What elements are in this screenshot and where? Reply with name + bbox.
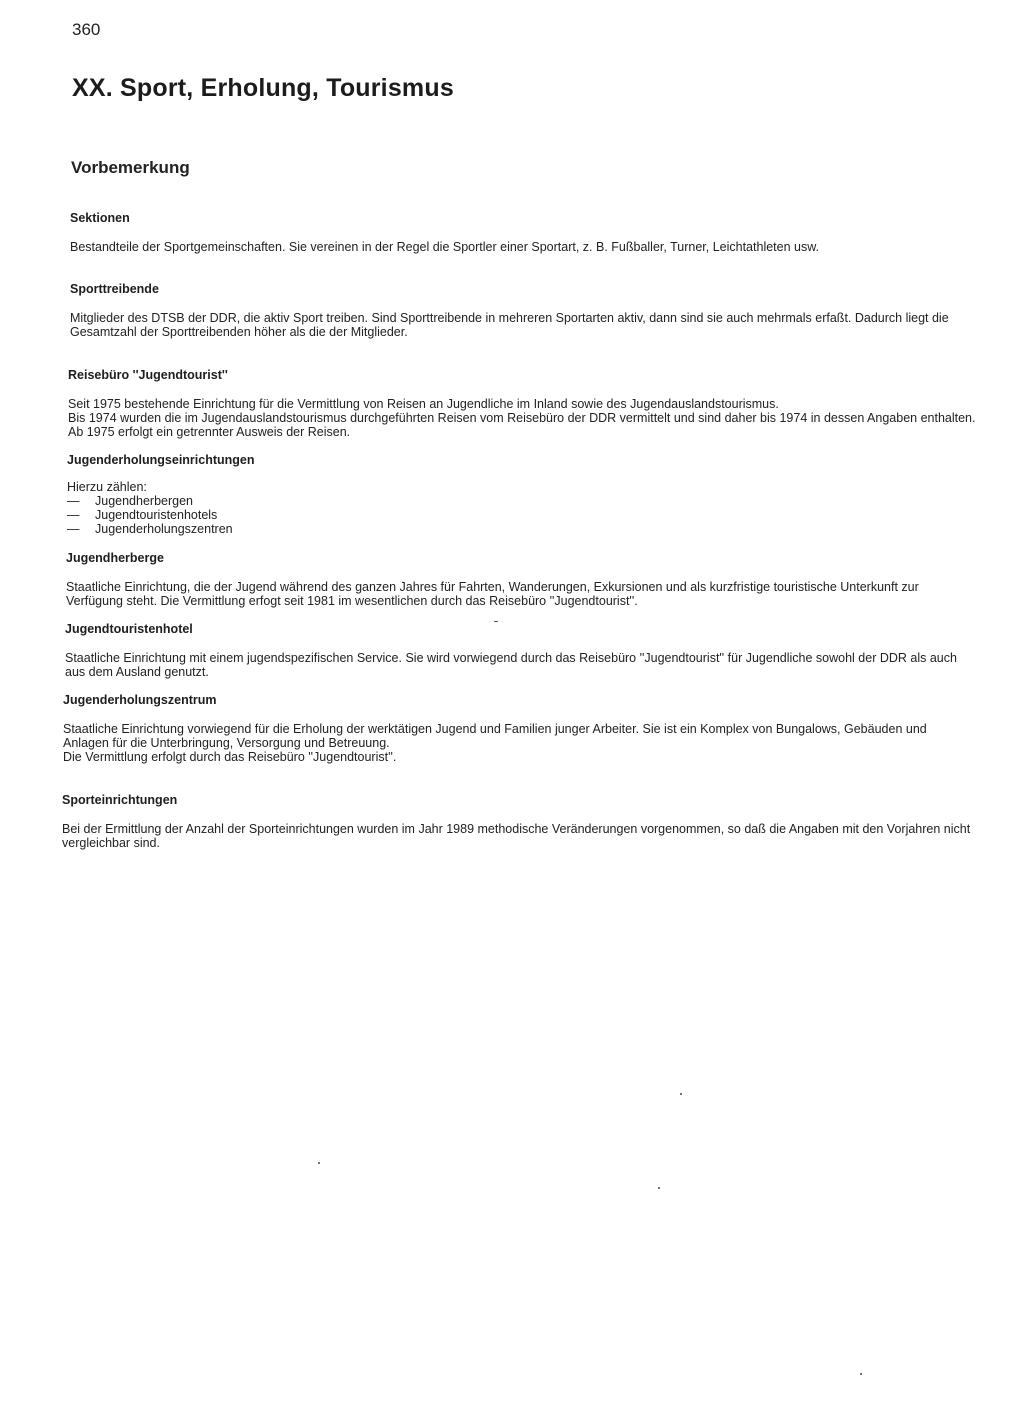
section-jugendherberge xyxy=(66,551,978,608)
list-item: — Jugendherbergen xyxy=(67,494,979,508)
section-jugenderholungszentrum xyxy=(63,693,975,764)
heading-jugenderholungszentrum: Jugenderholungszentrum xyxy=(63,693,217,707)
scan-speck xyxy=(318,1162,320,1164)
page-number: 360 xyxy=(72,20,101,39)
scan-speck xyxy=(680,1093,682,1095)
text-jugendherberge: Staatliche Einrichtung, die der Jugend während des ganzen Jahres für Fahrten, Wanderungen, Exkursionen und als kurzfristige touristische Unterkunft zur Verfügung steht. Die Vermittlung erfogt seit 1981 im wesentlichen durch das Reisebüro ''Jugendtourist''. xyxy=(66,580,919,608)
scan-speck xyxy=(494,621,498,622)
list-einrichtungen xyxy=(67,494,979,536)
section-jugendtouristenhotel xyxy=(65,622,977,679)
chapter-title: XX. Sport, Erholung, Tourismus xyxy=(72,74,454,102)
scan-speck xyxy=(658,1187,660,1189)
list-item: — Jugenderholungszentren xyxy=(67,522,979,536)
section-sektionen xyxy=(70,211,982,254)
heading-jugendtouristenhotel: Jugendtouristenhotel xyxy=(65,622,193,636)
text-sporteinrichtungen: Bei der Ermittlung der Anzahl der Sporteinrichtungen wurden im Jahr 1989 methodische Veränderungen vorgenommen, so daß die Angaben mit den Vorjahren nicht vergleichbar sind. xyxy=(62,822,971,850)
text-hierzu-zaehlen: Hierzu zählen: xyxy=(67,480,147,494)
section-sporteinrichtungen xyxy=(62,793,974,850)
heading-jugenderholungseinrichtungen: Jugenderholungseinrichtungen xyxy=(67,453,255,467)
heading-sektionen: Sektionen xyxy=(70,211,130,225)
section-title: Vorbemerkung xyxy=(71,158,190,177)
scan-speck xyxy=(860,1373,862,1375)
text-jugenderholungszentrum-1: Staatliche Einrichtung vorwiegend für die Erholung der werktätigen Jugend und Familien junger Arbeiter. Sie ist ein Komplex von Bungalows, Gebäuden und Anlagen für die Unterbringung, Versorgung und Betreuung. xyxy=(63,722,927,750)
heading-sporteinrichtungen: Sporteinrichtungen xyxy=(62,793,178,807)
heading-reisebuero: Reisebüro ''Jugendtourist'' xyxy=(68,368,228,382)
list-item: — Jugendtouristenhotels xyxy=(67,508,979,522)
text-jugenderholungszentrum-2: Die Vermittlung erfolgt durch das Reisebüro ''Jugendtourist''. xyxy=(63,750,397,764)
text-sektionen: Bestandteile der Sportgemeinschaften. Sie vereinen in der Regel die Sportler einer Sportart, z. B. Fußballer, Turner, Leichtathleten usw. xyxy=(70,240,820,254)
section-jugenderholungseinrichtungen xyxy=(67,453,979,536)
heading-sporttreibende: Sporttreibende xyxy=(70,282,159,296)
text-jugendtouristenhotel: Staatliche Einrichtung mit einem jugendspezifischen Service. Sie wird vorwiegend durch das Reisebüro ''Jugendtourist'' für Jugendliche sowohl der DDR als auch aus dem Ausland genutzt. xyxy=(65,651,957,679)
text-sporttreibende: Mitglieder des DTSB der DDR, die aktiv Sport treiben. Sind Sporttreibende in mehreren Sportarten aktiv, dann sind sie auch mehrmals erfaßt. Dadurch liegt die Gesamtzahl der Sporttreibenden höher als die der Mitglieder. xyxy=(70,311,949,339)
section-sporttreibende xyxy=(70,282,982,339)
section-reisebuero xyxy=(68,368,980,439)
text-reisebuero-1: Seit 1975 bestehende Einrichtung für die Vermittlung von Reisen an Jugendliche im Inland sowie des Jugendauslandstourismus. xyxy=(68,397,779,411)
text-reisebuero-2: Bis 1974 wurden die im Jugendauslandstourismus durchgeführten Reisen vom Reisebüro der DDR vermittelt und sind daher bis 1974 in dessen Angaben enthalten. Ab 1975 erfolgt ein getrennter Ausweis der Reisen. xyxy=(68,411,976,439)
heading-jugendherberge: Jugendherberge xyxy=(66,551,164,565)
